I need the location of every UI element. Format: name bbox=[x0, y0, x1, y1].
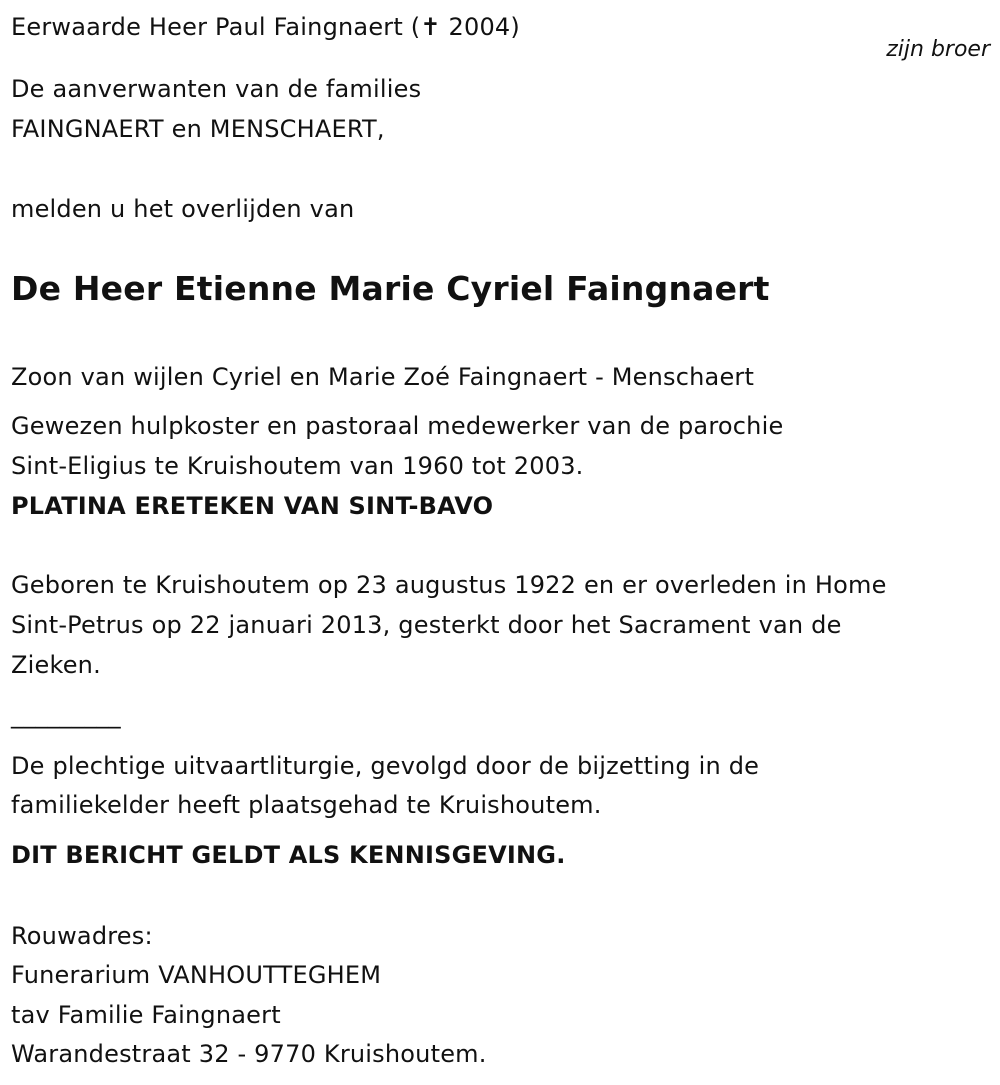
parents-text: Zoon van wijlen Cyriel en Marie Zoé Faingnaert - Menschaert bbox=[11, 363, 755, 391]
address-line-1: Funerarium VANHOUTTEGHEM bbox=[11, 961, 382, 989]
funeral-line-2: familiekelder heeft plaatsgehad te Kruishoutem. bbox=[11, 791, 602, 819]
birth-death-line-1: Geboren te Kruishoutem op 23 augustus 1922 en er overleden in Home bbox=[11, 571, 887, 599]
brother-relation: zijn broer bbox=[886, 37, 990, 62]
career-line-1: Gewezen hulpkoster en pastoraal medewerker van de parochie bbox=[11, 412, 784, 440]
funeral-line-1: De plechtige uitvaartliturgie, gevolgd door de bijzetting in de bbox=[11, 752, 760, 780]
notice-text: DIT BERICHT GELDT ALS KENNISGEVING. bbox=[11, 841, 566, 869]
address-line-3: Warandestraat 32 - 9770 Kruishoutem. bbox=[11, 1040, 487, 1068]
address-line-2: tav Familie Faingnaert bbox=[11, 1001, 281, 1029]
family-line-2: FAINGNAERT en MENSCHAERT, bbox=[11, 115, 385, 143]
career-line-2: Sint-Eligius te Kruishoutem van 1960 tot 2003. bbox=[11, 452, 584, 480]
deceased-name: De Heer Etienne Marie Cyriel Faingnaert bbox=[11, 269, 770, 308]
address-label: Rouwadres: bbox=[11, 922, 153, 950]
separator: _________ bbox=[11, 701, 121, 729]
family-line-1: De aanverwanten van de families bbox=[11, 75, 422, 103]
birth-death-line-2: Sint-Petrus op 22 januari 2013, gesterkt door het Sacrament van de bbox=[11, 611, 842, 639]
honor-text: PLATINA ERETEKEN VAN SINT-BAVO bbox=[11, 492, 494, 520]
birth-death-line-3: Zieken. bbox=[11, 651, 101, 679]
announce-text: melden u het overlijden van bbox=[11, 195, 355, 223]
brother-line: Eerwaarde Heer Paul Faingnaert (✝ 2004) bbox=[11, 13, 520, 41]
